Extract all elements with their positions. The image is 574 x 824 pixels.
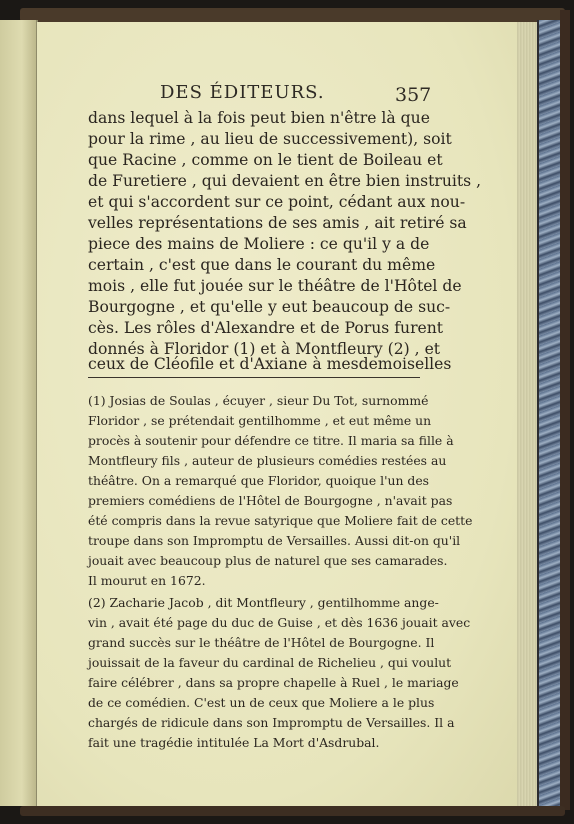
body-line: de Furetiere , qui devaient en être bien instruits , xyxy=(88,172,482,190)
page-block-edge xyxy=(517,22,537,806)
footnote-1-line: Montfleury fils , auteur de plusieurs comédies restées au xyxy=(88,453,447,468)
marbled-cover-board xyxy=(537,20,562,810)
footnote-2-line: faire célébrer , dans sa propre chapelle à Ruel , le mariage xyxy=(88,675,459,690)
footnote-2-line: jouissait de la faveur du cardinal de Richelieu , qui voulut xyxy=(88,655,452,670)
running-head: DES ÉDITEURS. xyxy=(160,82,325,103)
footnote-1-line: Floridor , se prétendait gentilhomme , et eut même un xyxy=(88,413,432,428)
footnote-2-line: fait une tragédie intitulée La Mort d'Asdrubal. xyxy=(88,735,380,750)
body-line: piece des mains de Moliere : ce qu'il y a de xyxy=(88,235,430,253)
footnote-2-line: chargés de ridicule dans son Impromptu de Versailles. Il a xyxy=(88,715,455,730)
footnote-2-line: grand succès sur le théâtre de l'Hôtel de Bourgogne. Il xyxy=(88,635,435,650)
body-line: donnés à Floridor (1) et à Montfleury (2) , et xyxy=(88,340,441,358)
body-line: Bourgogne , et qu'elle y eut beaucoup de suc- xyxy=(88,298,451,316)
facing-page-edge xyxy=(0,20,38,806)
footnote-1-line: procès à soutenir pour défendre ce titre. Il maria sa fille à xyxy=(88,433,454,448)
body-line: dans lequel à la fois peut bien n'être là que xyxy=(88,109,430,127)
body-line: pour la rime , au lieu de successivement), soit xyxy=(88,130,452,148)
page-number: 357 xyxy=(395,84,432,106)
book-cover-bottom xyxy=(20,806,565,816)
footnote-1-line: jouait avec beaucoup plus de naturel que ses camarades. xyxy=(88,553,448,568)
body-line: que Racine , comme on le tient de Boileau et xyxy=(88,151,443,169)
body-line: cès. Les rôles d'Alexandre et de Porus furent xyxy=(88,319,444,337)
footnote-2-line: (2) Zacharie Jacob , dit Montfleury , gentilhomme ange- xyxy=(88,595,439,610)
footnote-separator-rule xyxy=(88,377,420,378)
body-line: velles représentations de ses amis , ait retiré sa xyxy=(88,214,467,232)
footnote-2-line: de ce comédien. C'est un de ceux que Moliere a le plus xyxy=(88,695,435,710)
book-cover-right xyxy=(560,10,570,810)
footnote-1-line: troupe dans son Impromptu de Versailles. Aussi dit-on qu'il xyxy=(88,533,461,548)
book-cover-top xyxy=(20,8,565,22)
body-line: ceux de Cléofile et d'Axiane à mesdemoiselles xyxy=(88,355,452,373)
footnote-2-line: vin , avait été page du duc de Guise , et dès 1636 jouait avec xyxy=(88,615,471,630)
footnote-1-line: (1) Josias de Soulas , écuyer , sieur Du Tot, surnommé xyxy=(88,393,429,408)
footnote-1-line: premiers comédiens de l'Hôtel de Bourgogne , n'avait pas xyxy=(88,493,453,508)
body-line: et qui s'accordent sur ce point, cédant aux nou- xyxy=(88,193,466,211)
body-line: certain , c'est que dans le courant du même xyxy=(88,256,436,274)
body-line: mois , elle fut jouée sur le théâtre de l'Hôtel de xyxy=(88,277,462,295)
footnote-1-line: théâtre. On a remarqué que Floridor, quoique l'un des xyxy=(88,473,430,488)
footnote-1-line: Il mourut en 1672. xyxy=(88,573,206,588)
footnote-1-line: été compris dans la revue satyrique que Moliere fait de cette xyxy=(88,513,473,528)
